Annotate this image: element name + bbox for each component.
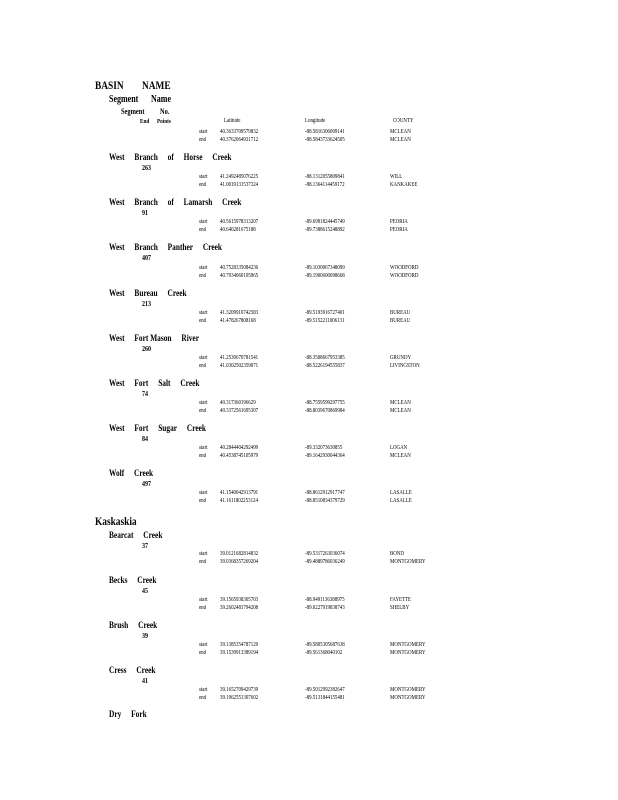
segment-name-word: West <box>109 152 125 162</box>
segment-name-word: Creek <box>143 530 163 540</box>
segment-name <box>109 152 241 162</box>
segment-name <box>109 709 157 719</box>
point-start-latitude: 39.1565938305703 <box>220 597 259 603</box>
point-start-latitude: 40.3633709579832 <box>220 129 259 135</box>
point-end-label: end <box>199 273 207 279</box>
header-basin: BASIN <box>95 78 124 92</box>
segment-name <box>109 468 163 478</box>
segment-name-word: West <box>109 242 125 252</box>
point-start-label: start <box>199 310 208 316</box>
point-start-longitude: -89.332073630855 <box>305 445 343 451</box>
segment-name <box>109 197 251 207</box>
point-end-latitude: 41.1611802253124 <box>220 498 258 504</box>
point-start-county: BOND <box>390 551 404 557</box>
point-start-latitude: 41.2530670781541 <box>220 355 259 361</box>
point-start-label: start <box>199 265 208 271</box>
segment-name <box>109 333 209 343</box>
point-end-label: end <box>199 363 207 369</box>
point-start-county: WILL <box>390 174 403 180</box>
point-start-latitude: 41.2492485076225 <box>220 174 259 180</box>
point-start-label: start <box>199 551 208 557</box>
point-start-longitude: -88.3508667953385 <box>305 355 345 361</box>
point-end-county: MONTGOMERY <box>390 559 426 565</box>
point-end-label: end <box>199 605 207 611</box>
segment-number: 37 <box>142 541 148 550</box>
segment-name-word: Creek <box>212 152 232 162</box>
point-start-county: FAYETTE <box>390 597 412 603</box>
point-start-longitude: -89.6991824445749 <box>305 219 345 225</box>
point-start-longitude: -89.5012992382647 <box>305 687 345 693</box>
header-county: COUNTY <box>393 118 414 124</box>
segment-name-word: West <box>109 288 125 298</box>
point-start-label: start <box>199 129 208 135</box>
point-end-latitude: 41.0019131537324 <box>220 182 259 188</box>
point-end-label: end <box>199 453 207 459</box>
segment-name-word: Creek <box>134 468 154 478</box>
segment-name-word: Fork <box>131 709 147 719</box>
point-start-longitude: -88.1312055809841 <box>305 174 345 180</box>
segment-number: 74 <box>142 389 148 398</box>
segment-name-word: Horse <box>183 152 203 162</box>
segment-name-word: West <box>109 378 125 388</box>
point-end-latitude: 39.1962551307602 <box>220 695 259 701</box>
point-end-county: PEORIA <box>390 227 408 233</box>
header-segment-2: Segment <box>121 107 145 116</box>
point-start-longitude: -88.8612912917747 <box>305 490 345 496</box>
segment-name-word: Fort Mason <box>134 333 172 343</box>
point-end-longitude: -88.5843733624505 <box>305 137 345 143</box>
header-no: No. <box>160 107 170 116</box>
point-start-county: MCLEAN <box>390 129 411 135</box>
point-end-county: MCLEAN <box>390 408 411 414</box>
point-start-latitude: 39.0121682814832 <box>220 551 259 557</box>
segment-name-word: Creek <box>202 242 223 252</box>
point-end-longitude: -88.8039670869984 <box>305 408 345 414</box>
segment-name-word: Creek <box>180 378 200 388</box>
point-start-label: start <box>199 174 208 180</box>
point-start-latitude: 39.1652709429739 <box>220 687 259 693</box>
segment-name <box>109 620 167 630</box>
point-end-county: MCLEAN <box>390 453 411 459</box>
point-end-longitude: -89.4889786036249 <box>305 559 345 565</box>
segment-number: 45 <box>142 586 148 595</box>
point-start-longitude: -88.9491136388975 <box>305 597 345 603</box>
segment-name-word: Bureau <box>134 288 158 298</box>
segment-name <box>109 665 165 675</box>
basin-name: Kaskaskia <box>95 514 137 528</box>
segment-number: 84 <box>142 434 148 443</box>
segment-name-word: of <box>167 197 174 207</box>
point-end-county: MCLEAN <box>390 137 411 143</box>
segment-name-word: Creek <box>138 620 158 630</box>
segment-name-word: West <box>109 423 125 433</box>
segment-name-word: Fort <box>134 423 149 433</box>
point-start-county: MONTGOMERY <box>390 642 426 648</box>
segment-name-word: Brush <box>109 620 129 630</box>
point-start-longitude: -89.5317263036074 <box>305 551 345 557</box>
segment-name-word: of <box>167 152 174 162</box>
point-start-label: start <box>199 355 208 361</box>
segment-name-word: Creek <box>222 197 242 207</box>
segment-name-word: Creek <box>186 423 207 433</box>
point-start-county: GRUNDY <box>390 355 412 361</box>
segment-name <box>109 242 232 252</box>
segment-name-word: Bearcat <box>109 530 134 540</box>
point-end-longitude: -89.5131844155481 <box>305 695 345 701</box>
point-end-latitude: 39.2602481794208 <box>220 605 259 611</box>
segment-name-word: Panther <box>167 242 194 252</box>
point-end-county: KANKAKEE <box>390 182 418 188</box>
segment-name-word: Branch <box>134 197 158 207</box>
segment-name <box>109 378 209 388</box>
point-end-label: end <box>199 137 207 143</box>
segment-number: 497 <box>142 479 151 488</box>
segment-name-word: West <box>109 333 125 343</box>
point-end-county: BUREAU <box>390 318 411 324</box>
point-end-county: MONTGOMERY <box>390 695 426 701</box>
segment-name-word: Dry <box>109 709 122 719</box>
header-name: NAME <box>142 78 171 92</box>
segment-number: 41 <box>142 676 148 685</box>
point-start-longitude: -89.5805305687638 <box>305 642 345 648</box>
point-end-label: end <box>199 182 207 188</box>
point-end-latitude: 40.3372561695307 <box>220 408 259 414</box>
point-start-latitude: 40.7528335084236 <box>220 265 259 271</box>
point-end-longitude: -88.8510834379729 <box>305 498 345 504</box>
point-end-latitude: 41.0302502359071 <box>220 363 259 369</box>
point-end-label: end <box>199 227 207 233</box>
point-end-latitude: 39.1539913389194 <box>220 650 259 656</box>
segment-number: 407 <box>142 253 151 262</box>
point-start-latitude: 41.1540042913791 <box>220 490 259 496</box>
segment-name-word: Sugar <box>158 423 178 433</box>
point-start-latitude: 40.317360196629 <box>220 400 256 406</box>
point-end-latitude: 39.0368357269204 <box>220 559 259 565</box>
point-start-county: MCLEAN <box>390 400 411 406</box>
point-start-label: start <box>199 219 208 225</box>
header-points: Points <box>157 118 171 125</box>
point-start-label: start <box>199 687 208 693</box>
point-start-latitude: 40.5615978313207 <box>220 219 259 225</box>
segment-number: 213 <box>142 299 151 308</box>
header-segment: Segment <box>109 94 139 105</box>
point-end-label: end <box>199 318 207 324</box>
segment-number: 263 <box>142 163 151 172</box>
point-end-longitude: -88.5226194555837 <box>305 363 345 369</box>
point-start-label: start <box>199 445 208 451</box>
segment-name-word: Wolf <box>109 468 125 478</box>
header-longitude: Longitude <box>305 118 326 124</box>
segment-name-word: River <box>181 333 199 343</box>
point-start-longitude: -89.1030067348099 <box>305 265 345 271</box>
point-end-longitude: -89.1642930044364 <box>305 453 345 459</box>
segment-name-word: Creek <box>136 665 156 675</box>
segment-number: 91 <box>142 208 148 217</box>
point-start-label: start <box>199 597 208 603</box>
point-end-county: LASALLE <box>390 498 412 504</box>
segment-name <box>109 575 166 585</box>
point-start-county: WOODFORD <box>390 265 419 271</box>
segment-name-word: Branch <box>134 242 158 252</box>
segment-name-word: Fort <box>134 378 149 388</box>
segment-name-word: Lamarsh <box>183 197 213 207</box>
point-end-longitude: -89.0227919838743 <box>305 605 345 611</box>
segment-name-word: Becks <box>109 575 128 585</box>
point-end-label: end <box>199 650 207 656</box>
point-start-label: start <box>199 400 208 406</box>
segment-name-word: Cress <box>109 665 127 675</box>
point-start-longitude: -88.7559599297755 <box>305 400 345 406</box>
point-start-county: LASALLE <box>390 490 412 496</box>
point-end-county: MONTGOMERY <box>390 650 426 656</box>
point-end-county: LIVINGSTON <box>390 363 420 369</box>
point-start-latitude: 39.1385354787129 <box>220 642 259 648</box>
point-start-longitude: -88.5816306009141 <box>305 129 345 135</box>
point-end-longitude: -89.1900600098668 <box>305 273 345 279</box>
point-start-label: start <box>199 642 208 648</box>
point-start-latitude: 40.2844404292499 <box>220 445 259 451</box>
segment-name-word: Salt <box>158 378 171 388</box>
point-end-latitude: 40.4538745105979 <box>220 453 259 459</box>
point-end-longitude: -88.1364114459172 <box>305 182 345 188</box>
segment-name <box>109 530 172 540</box>
point-end-label: end <box>199 559 207 565</box>
segment-number: 39 <box>142 631 148 640</box>
segment-name <box>109 288 196 298</box>
segment-name <box>109 423 216 433</box>
point-end-longitude: -89.5152211006131 <box>305 318 345 324</box>
segment-name-word: Creek <box>137 575 157 585</box>
point-end-county: WOODFORD <box>390 273 419 279</box>
point-end-label: end <box>199 408 207 414</box>
point-end-latitude: 40.640281675188 <box>220 227 256 233</box>
point-start-county: MONTGOMERY <box>390 687 426 693</box>
segment-name-word: Creek <box>167 288 187 298</box>
segment-name-word: Branch <box>134 152 158 162</box>
segment-number: 260 <box>142 344 151 353</box>
point-start-label: start <box>199 490 208 496</box>
point-end-longitude: -89.561368040102 <box>305 650 343 656</box>
segment-name-word: West <box>109 197 125 207</box>
point-start-county: PEORIA <box>390 219 408 225</box>
point-end-county: SHELBY <box>390 605 410 611</box>
point-end-latitude: 40.3762064931712 <box>220 137 259 143</box>
point-end-latitude: 40.7934060105965 <box>220 273 259 279</box>
header-latitude: Latitude <box>224 118 241 124</box>
header-end: End <box>140 118 150 125</box>
point-end-latitude: 41.478267808168 <box>220 318 256 324</box>
point-end-label: end <box>199 695 207 701</box>
header-segment-name: Name <box>151 94 171 105</box>
point-start-longitude: -89.5193916727401 <box>305 310 345 316</box>
point-start-county: BUREAU <box>390 310 411 316</box>
point-end-label: end <box>199 498 207 504</box>
point-start-county: LOGAN <box>390 445 408 451</box>
point-start-latitude: 41.3209910742583 <box>220 310 259 316</box>
point-end-longitude: -89.7388615248892 <box>305 227 345 233</box>
